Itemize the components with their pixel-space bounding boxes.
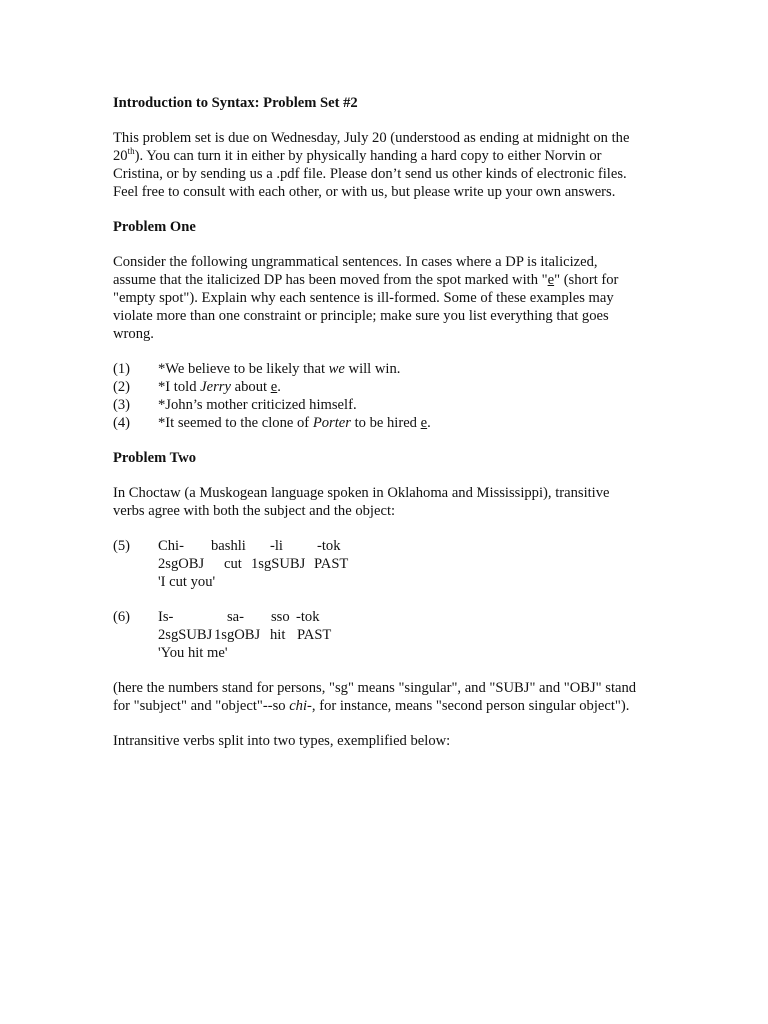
gloss-example-5: [113, 537, 658, 591]
closing-line: Intransitive verbs split into two types, exemplified below:: [113, 733, 451, 749]
example-item: (2) *I told Jerry about e.: [113, 379, 281, 395]
gloss-note-paragraph: [113, 679, 658, 715]
document-page: [113, 94, 658, 750]
paragraph-line: "empty spot"). Explain why each sentence is ill-formed. Some of these examples may: [113, 290, 614, 306]
translation-line: 'You hit me': [158, 645, 228, 661]
paragraph-line: Consider the following ungrammatical sentences. In cases where a DP is italicized,: [113, 254, 598, 270]
problem-one-heading: Problem One: [113, 219, 196, 235]
paragraph-line: verbs agree with both the subject and the object:: [113, 503, 396, 519]
problem-two-heading: Problem Two: [113, 450, 197, 466]
problem-one-paragraph: [113, 253, 658, 343]
intro-line: 20th). You can turn it in either by physically handing a hard copy to either Norvin or: [113, 146, 602, 164]
example-item: (1) *We believe to be likely that we will win.: [113, 361, 401, 377]
intro-line: This problem set is due on Wednesday, July 20 (understood as ending at midnight on the: [113, 130, 630, 146]
intro-paragraph: [113, 129, 658, 201]
paragraph-line: assume that the italicized DP has been moved from the spot marked with "e" (short for: [113, 272, 619, 288]
translation-line: 'I cut you': [158, 574, 216, 590]
gloss-example-6: [113, 608, 658, 662]
gloss-line: 2sgSUBJ 1sgOBJ hit PAST: [158, 627, 332, 643]
gloss-line: 2sgOBJ cut 1sgSUBJ PAST: [158, 556, 349, 572]
page-title: Introduction to Syntax: Problem Set #2: [113, 95, 358, 111]
morpheme-line: Chi- bashli -li -tok: [158, 538, 341, 554]
morpheme-line: Is- sa- sso -tok: [158, 609, 320, 625]
example-item: (4) *It seemed to the clone of Porter to be hired e.: [113, 415, 431, 431]
paragraph-line: for "subject" and "object"--so chi-, for instance, means "second person singular object").: [113, 698, 630, 714]
intro-line: Cristina, or by sending us a .pdf file. Please don’t send us other kinds of electronic files.: [113, 166, 627, 182]
paragraph-line: In Choctaw (a Muskogean language spoken in Oklahoma and Mississippi), transitive: [113, 485, 610, 501]
paragraph-line: (here the numbers stand for persons, "sg" means "singular", and "SUBJ" and "OBJ" stand: [113, 680, 637, 696]
example-number: (6): [113, 609, 131, 625]
example-number: (5): [113, 538, 131, 554]
intro-line: Feel free to consult with each other, or with us, but please write up your own answers.: [113, 184, 616, 200]
paragraph-line: wrong.: [113, 326, 154, 342]
paragraph-line: violate more than one constraint or principle; make sure you list everything that goes: [113, 308, 609, 324]
example-item: (3) *John’s mother criticized himself.: [113, 397, 357, 413]
example-list: [113, 360, 658, 432]
problem-two-paragraph: [113, 484, 658, 520]
